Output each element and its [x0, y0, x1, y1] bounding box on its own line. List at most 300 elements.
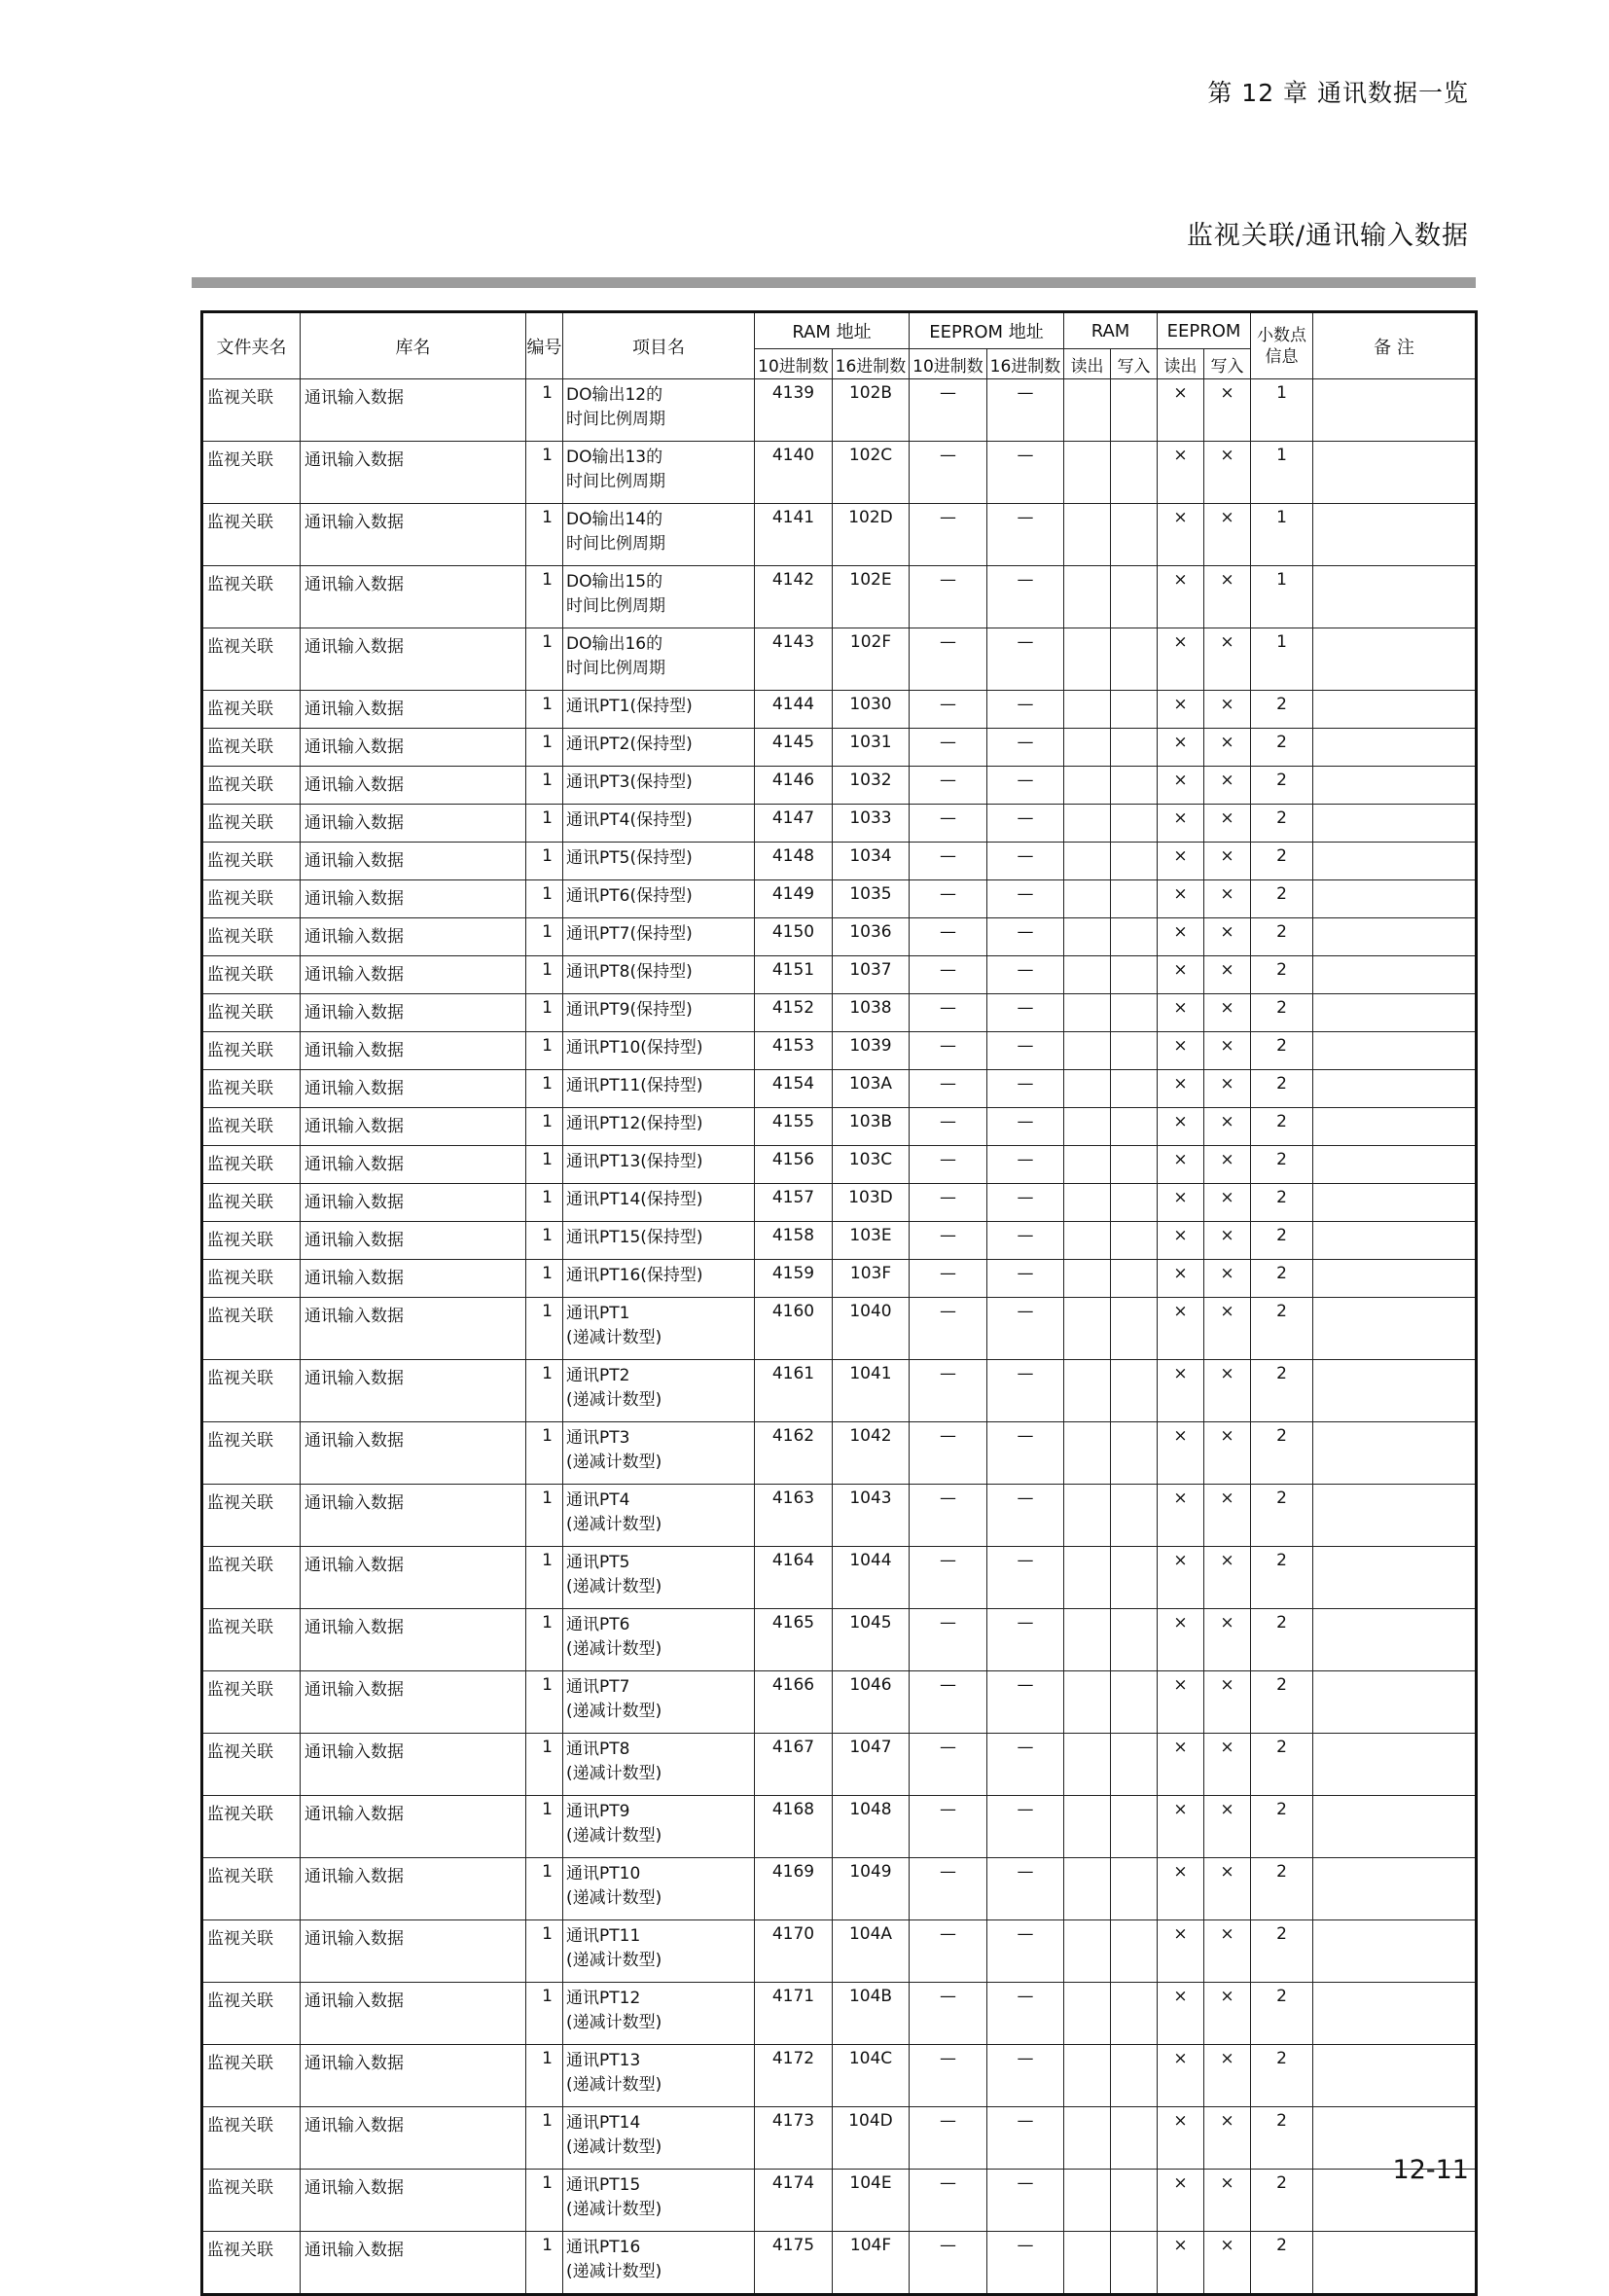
table-row — [202, 504, 1477, 566]
cell-ram-hex: 1048 — [833, 1796, 910, 1858]
cell-ram-dec: 4149 — [755, 880, 833, 918]
cell-ram-dec: 4162 — [755, 1422, 833, 1485]
cell-eeprom-write: × — [1204, 1422, 1251, 1485]
cell-eeprom-write: × — [1204, 994, 1251, 1032]
table-row — [202, 1920, 1477, 1983]
cell-item-name — [563, 1108, 755, 1146]
item-name-line2: (递减计数型) — [566, 2200, 662, 2219]
cell-item-name — [563, 1184, 755, 1222]
cell-eeprom-dec: — — [910, 1032, 987, 1070]
item-name-line2: (递减计数型) — [566, 1390, 662, 1410]
cell-number: 1 — [526, 1222, 563, 1260]
cell-folder: 监视关联 — [202, 379, 301, 442]
cell-ram-hex: 102B — [833, 379, 910, 442]
cell-eeprom-write: × — [1204, 2170, 1251, 2232]
cell-decimal-info: 2 — [1251, 880, 1313, 918]
cell-ram-dec: 4171 — [755, 1983, 833, 2045]
table-row — [202, 880, 1477, 918]
cell-decimal-info: 2 — [1251, 1547, 1313, 1609]
cell-remarks — [1313, 1146, 1477, 1184]
cell-eeprom-write: × — [1204, 504, 1251, 566]
cell-eeprom-dec: — — [910, 994, 987, 1032]
cell-eeprom-write: × — [1204, 918, 1251, 956]
table-row — [202, 379, 1477, 442]
cell-eeprom-read: × — [1158, 1184, 1204, 1222]
cell-folder: 监视关联 — [202, 767, 301, 805]
cell-ram-read — [1064, 1360, 1111, 1422]
cell-decimal-info: 1 — [1251, 442, 1313, 504]
cell-remarks — [1313, 691, 1477, 729]
cell-ram-hex: 1032 — [833, 767, 910, 805]
cell-decimal-info: 2 — [1251, 691, 1313, 729]
cell-ram-dec: 4150 — [755, 918, 833, 956]
cell-ram-read — [1064, 1983, 1111, 2045]
cell-folder: 监视关联 — [202, 880, 301, 918]
cell-remarks — [1313, 1609, 1477, 1671]
cell-folder: 监视关联 — [202, 566, 301, 628]
cell-item-name — [563, 956, 755, 994]
cell-decimal-info: 2 — [1251, 1260, 1313, 1298]
cell-eeprom-dec: — — [910, 805, 987, 843]
cell-eeprom-read: × — [1158, 1671, 1204, 1734]
cell-eeprom-read: × — [1158, 1858, 1204, 1920]
cell-folder: 监视关联 — [202, 1671, 301, 1734]
item-name-line2: (递减计数型) — [566, 1764, 662, 1783]
cell-ram-read — [1064, 729, 1111, 767]
cell-eeprom-dec: — — [910, 1671, 987, 1734]
cell-library: 通讯输入数据 — [301, 1146, 526, 1184]
cell-ram-read — [1064, 1260, 1111, 1298]
table-row — [202, 1146, 1477, 1184]
cell-eeprom-hex: — — [987, 1032, 1064, 1070]
cell-remarks — [1313, 1184, 1477, 1222]
cell-item-name — [563, 1547, 755, 1609]
cell-eeprom-read: × — [1158, 566, 1204, 628]
cell-eeprom-dec: — — [910, 442, 987, 504]
cell-eeprom-hex: — — [987, 1360, 1064, 1422]
cell-number: 1 — [526, 1609, 563, 1671]
cell-library: 通讯输入数据 — [301, 1858, 526, 1920]
cell-ram-hex: 1041 — [833, 1360, 910, 1422]
cell-number: 1 — [526, 1108, 563, 1146]
item-name-line1: DO输出13的 — [566, 448, 663, 467]
cell-ram-dec: 4157 — [755, 1184, 833, 1222]
cell-ram-dec: 4163 — [755, 1485, 833, 1547]
cell-number: 1 — [526, 2170, 563, 2232]
cell-remarks — [1313, 956, 1477, 994]
cell-eeprom-dec: — — [910, 918, 987, 956]
cell-ram-read — [1064, 1734, 1111, 1796]
cell-item-name — [563, 1032, 755, 1070]
cell-eeprom-dec: — — [910, 2107, 987, 2170]
cell-folder: 监视关联 — [202, 2045, 301, 2107]
cell-eeprom-write: × — [1204, 1609, 1251, 1671]
cell-eeprom-hex: — — [987, 1260, 1064, 1298]
cell-library: 通讯输入数据 — [301, 2107, 526, 2170]
cell-ram-read — [1064, 2232, 1111, 2295]
cell-ram-read — [1064, 1422, 1111, 1485]
cell-decimal-info: 2 — [1251, 767, 1313, 805]
cell-eeprom-dec: — — [910, 956, 987, 994]
cell-library: 通讯输入数据 — [301, 1108, 526, 1146]
cell-remarks — [1313, 1108, 1477, 1146]
cell-ram-dec: 4168 — [755, 1796, 833, 1858]
cell-eeprom-write: × — [1204, 805, 1251, 843]
cell-ram-dec: 4144 — [755, 691, 833, 729]
cell-decimal-info: 2 — [1251, 1920, 1313, 1983]
cell-eeprom-hex: — — [987, 2107, 1064, 2170]
cell-ram-write — [1111, 1070, 1158, 1108]
cell-item-name — [563, 2045, 755, 2107]
cell-library: 通讯输入数据 — [301, 1298, 526, 1360]
cell-eeprom-dec: — — [910, 1108, 987, 1146]
cell-item-name — [563, 767, 755, 805]
cell-ram-dec: 4154 — [755, 1070, 833, 1108]
cell-eeprom-write: × — [1204, 956, 1251, 994]
cell-number: 1 — [526, 1547, 563, 1609]
cell-ram-hex: 102D — [833, 504, 910, 566]
cell-ram-read — [1064, 880, 1111, 918]
table-row — [202, 1260, 1477, 1298]
item-name-line2: (递减计数型) — [566, 1951, 662, 1970]
cell-library: 通讯输入数据 — [301, 1983, 526, 2045]
cell-folder: 监视关联 — [202, 1858, 301, 1920]
item-name-line2: 时间比例周期 — [566, 659, 665, 678]
item-name-line1: 通讯PT8(保持型) — [566, 962, 693, 982]
cell-folder: 监视关联 — [202, 442, 301, 504]
cell-remarks — [1313, 1260, 1477, 1298]
cell-folder: 监视关联 — [202, 729, 301, 767]
item-name-line1: 通讯PT3(保持型) — [566, 772, 693, 792]
item-name-line1: 通讯PT3 — [566, 1428, 630, 1448]
table-row — [202, 566, 1477, 628]
cell-eeprom-hex: — — [987, 1184, 1064, 1222]
item-name-line1: 通讯PT7 — [566, 1677, 630, 1697]
cell-number: 1 — [526, 2107, 563, 2170]
cell-folder: 监视关联 — [202, 843, 301, 880]
table-row — [202, 1609, 1477, 1671]
cell-item-name — [563, 1070, 755, 1108]
cell-ram-write — [1111, 1260, 1158, 1298]
cell-eeprom-write: × — [1204, 1222, 1251, 1260]
item-name-line1: 通讯PT9(保持型) — [566, 1000, 693, 1020]
cell-ram-dec: 4142 — [755, 566, 833, 628]
cell-ram-write — [1111, 1108, 1158, 1146]
cell-number: 1 — [526, 691, 563, 729]
item-name-line1: 通讯PT14(保持型) — [566, 1190, 703, 1209]
item-name-line1: 通讯PT9 — [566, 1802, 630, 1821]
cell-ram-read — [1064, 1671, 1111, 1734]
cell-eeprom-dec: — — [910, 504, 987, 566]
cell-decimal-info: 2 — [1251, 1298, 1313, 1360]
cell-eeprom-read: × — [1158, 628, 1204, 691]
cell-library: 通讯输入数据 — [301, 805, 526, 843]
cell-eeprom-read: × — [1158, 880, 1204, 918]
cell-number: 1 — [526, 1298, 563, 1360]
cell-number: 1 — [526, 729, 563, 767]
cell-eeprom-read: × — [1158, 1070, 1204, 1108]
cell-eeprom-hex: — — [987, 1858, 1064, 1920]
cell-eeprom-dec: — — [910, 2045, 987, 2107]
cell-item-name — [563, 1796, 755, 1858]
cell-number: 1 — [526, 1796, 563, 1858]
table-row — [202, 1360, 1477, 1422]
cell-eeprom-write: × — [1204, 566, 1251, 628]
cell-ram-write — [1111, 880, 1158, 918]
table-row — [202, 1108, 1477, 1146]
cell-ram-write — [1111, 1032, 1158, 1070]
cell-ram-hex: 104C — [833, 2045, 910, 2107]
item-name-line1: 通讯PT5(保持型) — [566, 848, 693, 868]
cell-eeprom-hex: — — [987, 1920, 1064, 1983]
cell-ram-write — [1111, 1796, 1158, 1858]
cell-eeprom-dec: — — [910, 1184, 987, 1222]
cell-eeprom-read: × — [1158, 729, 1204, 767]
cell-eeprom-read: × — [1158, 1609, 1204, 1671]
cell-ram-read — [1064, 1920, 1111, 1983]
cell-eeprom-read: × — [1158, 1920, 1204, 1983]
cell-item-name — [563, 918, 755, 956]
cell-library: 通讯输入数据 — [301, 1070, 526, 1108]
cell-eeprom-read: × — [1158, 691, 1204, 729]
cell-eeprom-hex: — — [987, 566, 1064, 628]
cell-ram-write — [1111, 566, 1158, 628]
cell-eeprom-dec: — — [910, 1920, 987, 1983]
cell-ram-write — [1111, 1485, 1158, 1547]
cell-number: 1 — [526, 1422, 563, 1485]
cell-decimal-info: 1 — [1251, 379, 1313, 442]
cell-folder: 监视关联 — [202, 1547, 301, 1609]
item-name-line1: 通讯PT16 — [566, 2238, 641, 2257]
cell-ram-read — [1064, 1858, 1111, 1920]
cell-eeprom-hex: — — [987, 956, 1064, 994]
comm-data-table — [200, 310, 1478, 2296]
cell-decimal-info: 2 — [1251, 1671, 1313, 1734]
cell-item-name — [563, 2170, 755, 2232]
table-row — [202, 1298, 1477, 1360]
cell-eeprom-hex: — — [987, 843, 1064, 880]
cell-folder: 监视关联 — [202, 2170, 301, 2232]
cell-ram-hex: 103B — [833, 1108, 910, 1146]
cell-decimal-info: 2 — [1251, 1108, 1313, 1146]
item-name-line1: DO输出12的 — [566, 385, 663, 405]
cell-eeprom-read: × — [1158, 1108, 1204, 1146]
cell-eeprom-hex: — — [987, 1298, 1064, 1360]
cell-eeprom-hex: — — [987, 379, 1064, 442]
table-row — [202, 1858, 1477, 1920]
cell-item-name — [563, 1222, 755, 1260]
cell-library: 通讯输入数据 — [301, 379, 526, 442]
item-name-line1: 通讯PT10(保持型) — [566, 1038, 703, 1058]
cell-ram-write — [1111, 1609, 1158, 1671]
cell-ram-write — [1111, 1184, 1158, 1222]
cell-eeprom-write: × — [1204, 1796, 1251, 1858]
cell-ram-hex: 1040 — [833, 1298, 910, 1360]
cell-eeprom-read: × — [1158, 1485, 1204, 1547]
cell-item-name — [563, 1858, 755, 1920]
header-ram-address: RAM 地址 — [755, 312, 910, 349]
cell-item-name — [563, 880, 755, 918]
cell-eeprom-write: × — [1204, 379, 1251, 442]
cell-ram-hex: 1037 — [833, 956, 910, 994]
cell-ram-read — [1064, 566, 1111, 628]
cell-eeprom-read: × — [1158, 805, 1204, 843]
cell-remarks — [1313, 1032, 1477, 1070]
cell-eeprom-read: × — [1158, 2170, 1204, 2232]
cell-ram-dec: 4164 — [755, 1547, 833, 1609]
cell-library: 通讯输入数据 — [301, 994, 526, 1032]
cell-ram-write — [1111, 843, 1158, 880]
cell-eeprom-hex: — — [987, 805, 1064, 843]
cell-eeprom-read: × — [1158, 767, 1204, 805]
cell-eeprom-write: × — [1204, 767, 1251, 805]
cell-eeprom-read: × — [1158, 994, 1204, 1032]
chapter-heading: 第 12 章 通讯数据一览 — [1207, 79, 1469, 107]
cell-library: 通讯输入数据 — [301, 2170, 526, 2232]
item-name-line1: 通讯PT8 — [566, 1740, 630, 1759]
cell-decimal-info: 2 — [1251, 956, 1313, 994]
cell-folder: 监视关联 — [202, 1360, 301, 1422]
cell-remarks — [1313, 1222, 1477, 1260]
cell-ram-hex: 103C — [833, 1146, 910, 1184]
cell-eeprom-write: × — [1204, 1547, 1251, 1609]
cell-eeprom-hex: — — [987, 1671, 1064, 1734]
item-name-line1: 通讯PT13(保持型) — [566, 1152, 703, 1171]
cell-number: 1 — [526, 1858, 563, 1920]
item-name-line1: DO输出15的 — [566, 572, 663, 592]
item-name-line1: 通讯PT11(保持型) — [566, 1076, 703, 1095]
table-row — [202, 729, 1477, 767]
cell-remarks — [1313, 918, 1477, 956]
item-name-line2: 时间比例周期 — [566, 472, 665, 491]
cell-decimal-info: 1 — [1251, 566, 1313, 628]
cell-eeprom-write: × — [1204, 1146, 1251, 1184]
item-name-line2: (递减计数型) — [566, 2137, 662, 2157]
cell-ram-read — [1064, 504, 1111, 566]
cell-ram-write — [1111, 1422, 1158, 1485]
cell-folder: 监视关联 — [202, 1796, 301, 1858]
table-row — [202, 767, 1477, 805]
cell-library: 通讯输入数据 — [301, 691, 526, 729]
cell-ram-dec: 4158 — [755, 1222, 833, 1260]
cell-ram-write — [1111, 1146, 1158, 1184]
cell-ram-read — [1064, 1609, 1111, 1671]
cell-eeprom-read: × — [1158, 956, 1204, 994]
cell-decimal-info: 2 — [1251, 1070, 1313, 1108]
cell-eeprom-hex: — — [987, 880, 1064, 918]
cell-folder: 监视关联 — [202, 1070, 301, 1108]
cell-ram-write — [1111, 1222, 1158, 1260]
cell-folder: 监视关联 — [202, 1298, 301, 1360]
header-ram-dec: 10进制数 — [755, 349, 833, 379]
cell-ram-dec: 4155 — [755, 1108, 833, 1146]
cell-folder: 监视关联 — [202, 1422, 301, 1485]
cell-ram-hex: 102E — [833, 566, 910, 628]
cell-number: 1 — [526, 2232, 563, 2295]
cell-eeprom-dec: — — [910, 1360, 987, 1422]
cell-remarks — [1313, 805, 1477, 843]
header-ram: RAM — [1064, 312, 1158, 349]
cell-eeprom-read: × — [1158, 504, 1204, 566]
item-name-line1: 通讯PT2 — [566, 1366, 630, 1385]
cell-eeprom-hex: — — [987, 1983, 1064, 2045]
cell-decimal-info: 2 — [1251, 994, 1313, 1032]
cell-eeprom-read: × — [1158, 843, 1204, 880]
cell-eeprom-read: × — [1158, 2045, 1204, 2107]
cell-eeprom-hex: — — [987, 1734, 1064, 1796]
table-row — [202, 2232, 1477, 2295]
cell-folder: 监视关联 — [202, 628, 301, 691]
cell-decimal-info: 2 — [1251, 1222, 1313, 1260]
cell-eeprom-write: × — [1204, 2232, 1251, 2295]
table-row — [202, 1222, 1477, 1260]
cell-remarks — [1313, 1360, 1477, 1422]
cell-item-name — [563, 1609, 755, 1671]
cell-ram-dec: 4148 — [755, 843, 833, 880]
cell-number: 1 — [526, 1070, 563, 1108]
cell-number: 1 — [526, 566, 563, 628]
table-row — [202, 1983, 1477, 2045]
cell-eeprom-write: × — [1204, 1360, 1251, 1422]
cell-folder: 监视关联 — [202, 1108, 301, 1146]
header-ram-hex: 16进制数 — [833, 349, 910, 379]
cell-remarks — [1313, 1858, 1477, 1920]
cell-eeprom-read: × — [1158, 1032, 1204, 1070]
item-name-line2: (递减计数型) — [566, 2075, 662, 2095]
cell-eeprom-hex: — — [987, 504, 1064, 566]
cell-ram-read — [1064, 379, 1111, 442]
cell-ram-read — [1064, 2107, 1111, 2170]
item-name-line1: 通讯PT15 — [566, 2175, 641, 2195]
cell-ram-write — [1111, 442, 1158, 504]
cell-ram-dec: 4166 — [755, 1671, 833, 1734]
cell-ram-hex: 1039 — [833, 1032, 910, 1070]
item-name-line2: (递减计数型) — [566, 1453, 662, 1472]
cell-eeprom-read: × — [1158, 2107, 1204, 2170]
item-name-line1: 通讯PT11 — [566, 1926, 641, 1946]
cell-eeprom-dec: — — [910, 1070, 987, 1108]
cell-eeprom-dec: — — [910, 1146, 987, 1184]
cell-ram-write — [1111, 628, 1158, 691]
cell-remarks — [1313, 767, 1477, 805]
cell-eeprom-write: × — [1204, 1983, 1251, 2045]
item-name-line2: (递减计数型) — [566, 1515, 662, 1534]
cell-ram-read — [1064, 1070, 1111, 1108]
cell-ram-dec: 4172 — [755, 2045, 833, 2107]
cell-ram-hex: 1047 — [833, 1734, 910, 1796]
page-number: 12-11 — [1392, 2155, 1469, 2185]
cell-library: 通讯输入数据 — [301, 1360, 526, 1422]
item-name-line1: 通讯PT1 — [566, 1304, 630, 1323]
cell-item-name — [563, 442, 755, 504]
cell-number: 1 — [526, 1184, 563, 1222]
cell-eeprom-write: × — [1204, 1260, 1251, 1298]
cell-item-name — [563, 1920, 755, 1983]
cell-remarks — [1313, 843, 1477, 880]
cell-decimal-info: 2 — [1251, 1609, 1313, 1671]
cell-number: 1 — [526, 956, 563, 994]
cell-ram-read — [1064, 2170, 1111, 2232]
header-eeprom-hex: 16进制数 — [987, 349, 1064, 379]
cell-ram-hex: 1035 — [833, 880, 910, 918]
cell-decimal-info: 2 — [1251, 1146, 1313, 1184]
cell-eeprom-read: × — [1158, 1734, 1204, 1796]
cell-library: 通讯输入数据 — [301, 1222, 526, 1260]
header-folder: 文件夹名 — [202, 312, 301, 379]
cell-folder: 监视关联 — [202, 1184, 301, 1222]
cell-number: 1 — [526, 805, 563, 843]
cell-ram-write — [1111, 691, 1158, 729]
